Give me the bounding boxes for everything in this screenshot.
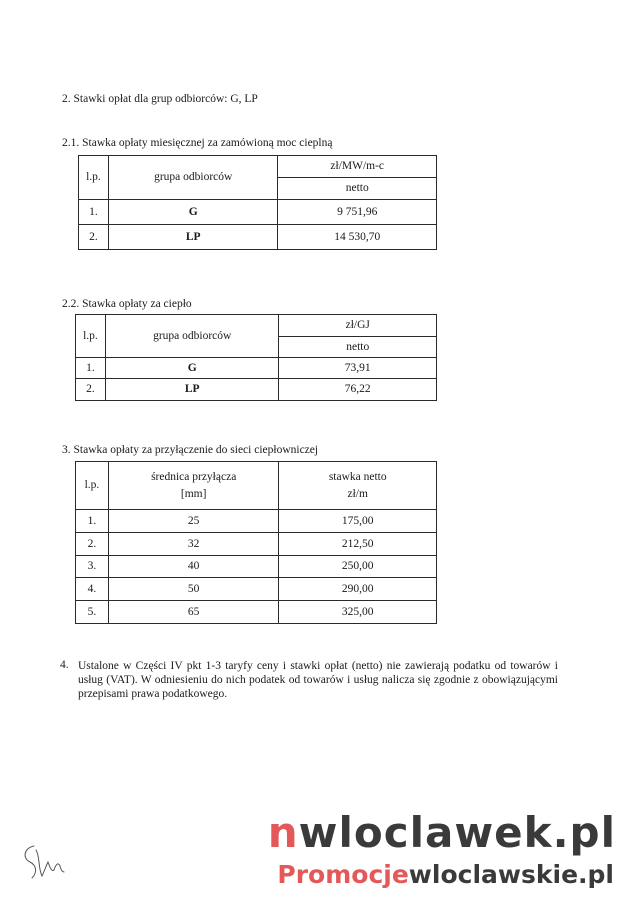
section-3-heading: 3. Stawka opłaty za przyłączenie do sieci ciepłowniczej <box>62 444 319 456</box>
row-lp: 4. <box>76 578 109 601</box>
header-rate <box>279 462 437 510</box>
header-unit: zł/MW/m-c <box>278 156 437 178</box>
header-group: grupa odbiorców <box>105 315 279 358</box>
row-value: 73,91 <box>279 358 437 379</box>
watermark-line1 <box>268 808 616 857</box>
row-lp: 1. <box>76 510 109 533</box>
header-lp: l.p. <box>79 156 109 200</box>
header-diameter <box>108 462 279 510</box>
header-net: netto <box>278 178 437 200</box>
watermark-line2-accent: Promocje <box>277 860 409 889</box>
row-diameter: 32 <box>108 533 279 556</box>
header-rate-line2: zł/m <box>347 487 368 500</box>
row-diameter: 50 <box>108 578 279 601</box>
header-unit: zł/GJ <box>279 315 437 337</box>
header-lp: l.p. <box>76 462 109 510</box>
section-2-heading: 2. Stawki opłat dla grup odbiorców: G, LP <box>62 93 258 105</box>
header-diameter-line1: średnica przyłącza <box>151 470 237 483</box>
header-diameter-line2: [mm] <box>180 487 207 500</box>
row-lp: 2. <box>76 379 106 401</box>
watermark-line2-rest: wloclawskie.pl <box>408 860 614 889</box>
monthly-rate-table <box>78 155 437 250</box>
row-diameter: 25 <box>108 510 279 533</box>
watermark-line1-rest: wloclawek.pl <box>298 808 616 857</box>
row-lp: 2. <box>76 533 109 556</box>
row-value: 76,22 <box>279 379 437 401</box>
header-rate-line1: stawka netto <box>328 470 387 483</box>
watermark-line2 <box>277 860 614 889</box>
header-group: grupa odbiorców <box>108 156 278 200</box>
table-row <box>76 358 437 379</box>
section-2-2-heading: 2.2. Stawka opłaty za ciepło <box>62 298 192 310</box>
row-rate: 175,00 <box>279 510 437 533</box>
table-row <box>76 578 437 601</box>
row-group: LP <box>105 379 279 401</box>
signature-icon <box>18 842 78 882</box>
row-lp: 5. <box>76 601 109 624</box>
table-row <box>76 533 437 556</box>
row-diameter: 65 <box>108 601 279 624</box>
section-2-1-heading: 2.1. Stawka opłaty miesięcznej za zamówioną moc cieplną <box>62 137 333 149</box>
table-row <box>79 200 437 225</box>
section-4-text: Ustalone w Części IV pkt 1-3 taryfy ceny i stawki opłat (netto) nie zawierają podatku od towarów i usług (VAT). W odniesieniu do nich podatek od towarów i usług nalicza się zgodnie z obowiązującymi przepisami prawa podatkowego. <box>78 660 558 700</box>
table-row <box>76 510 437 533</box>
row-group: G <box>108 200 278 225</box>
table-row <box>76 379 437 401</box>
row-group: LP <box>108 225 278 250</box>
header-lp: l.p. <box>76 315 106 358</box>
table-row <box>76 601 437 624</box>
row-rate: 212,50 <box>279 533 437 556</box>
header-net: netto <box>279 337 437 358</box>
row-value: 9 751,96 <box>278 200 437 225</box>
watermark-line1-accent: n <box>267 808 299 857</box>
table-row <box>76 556 437 578</box>
heat-rate-table <box>75 314 437 401</box>
row-value: 14 530,70 <box>278 225 437 250</box>
row-rate: 290,00 <box>279 578 437 601</box>
table-row <box>79 225 437 250</box>
row-lp: 1. <box>76 358 106 379</box>
row-rate: 250,00 <box>279 556 437 578</box>
row-rate: 325,00 <box>279 601 437 624</box>
row-group: G <box>105 358 279 379</box>
row-lp: 3. <box>76 556 109 578</box>
section-4-number: 4. <box>60 659 69 671</box>
connection-rate-table <box>75 461 437 624</box>
row-diameter: 40 <box>108 556 279 578</box>
row-lp: 2. <box>79 225 109 250</box>
row-lp: 1. <box>79 200 109 225</box>
